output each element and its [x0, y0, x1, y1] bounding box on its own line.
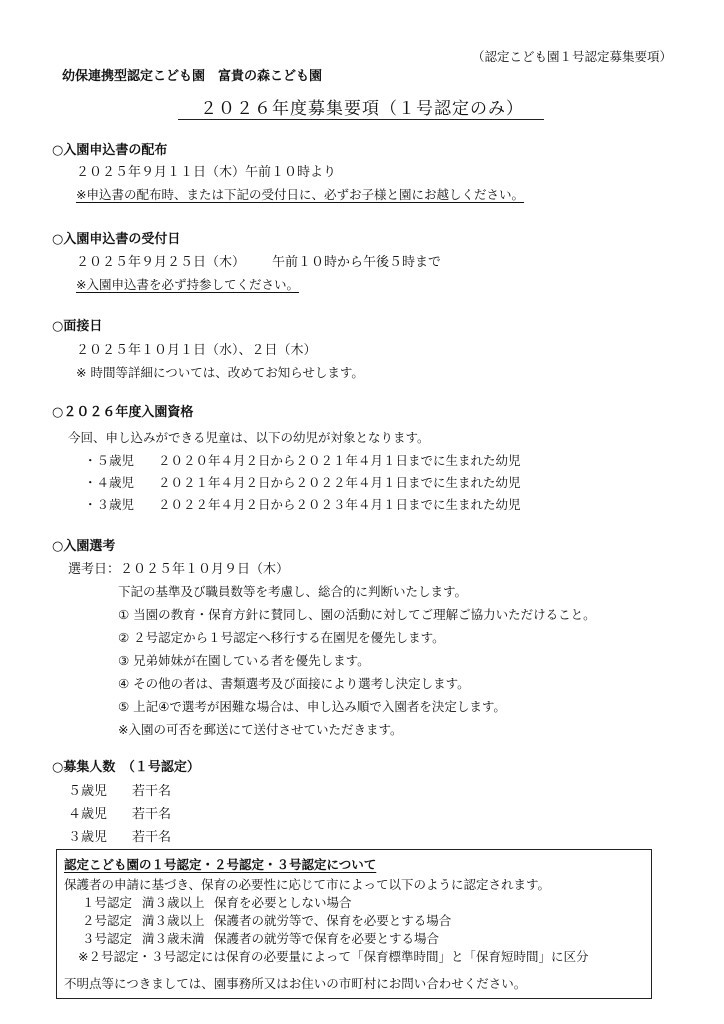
- selection-criterion-1: ① 当園の教育・保育方針に賛同し、園の活動に対してご理解ご協力いただけること。: [118, 607, 596, 622]
- capacity-count-3: 若干名: [132, 830, 172, 845]
- selection-criterion-2: ② ２号認定から１号認定へ移行する在園児を優先します。: [118, 630, 445, 645]
- distribution-date: ２０２５年９月１１日（木）午前１０時より: [76, 165, 337, 180]
- capacity-age-3: ３歳児: [68, 830, 108, 845]
- interview-heading: ○面接日: [52, 319, 103, 334]
- capacity-count-4: 若干名: [132, 807, 172, 822]
- eligibility-intro: 今回、申し込みができる児童は、以下の幼児が対象となります。: [68, 430, 430, 445]
- eligibility-age-5: ・５歳児: [84, 453, 135, 468]
- selection-criterion-5: ⑤ 上記④で選考が困難な場合は、申し込み順で入園者を決定します。: [118, 699, 506, 714]
- eligibility-range-3: ２０２２年４月２日から２０２３年４月１日までに生まれた幼児: [158, 497, 521, 512]
- reception-time: 午前１０時から午後５時まで: [272, 255, 442, 270]
- capacity-age-5: ５歳児: [68, 784, 108, 799]
- distribution-note: ※申込書の配布時、または下記の受付日に、必ずお子様と園にお越しください。: [76, 187, 524, 202]
- eligibility-range-4: ２０２１年４月２日から２０２２年４月１日までに生まれた幼児: [158, 475, 521, 490]
- selection-date: 選考日：２０２５年１０月９日（木）: [68, 562, 290, 577]
- capacity-heading: ○募集人数 （１号認定）: [52, 760, 200, 775]
- selection-criterion-3: ③ 兄弟姉妹が在園している者を優先します。: [118, 653, 370, 668]
- title-underline: [178, 119, 544, 120]
- info-box-contact: 不明点等につきましては、園事務所又はお住いの市町村にお問い合わせください。: [64, 976, 527, 991]
- reception-heading: ○入園申込書の受付日: [52, 232, 181, 247]
- interview-date: ２０２５年１０月１日（水）、２日（木）: [76, 343, 317, 358]
- info-age-3: 満３歳未満: [142, 931, 205, 946]
- selection-criterion-4: ④ その他の者は、書類選考及び面接により選考し決定します。: [118, 676, 470, 691]
- eligibility-age-4: ・４歳児: [84, 475, 135, 490]
- document-reference: （認定こども園１号認定募集要項）: [472, 49, 673, 64]
- reception-date: ２０２５年９月２５日（木）: [76, 255, 246, 270]
- capacity-age-4: ４歳児: [68, 807, 108, 822]
- distribution-heading: ○入園申込書の配布: [52, 143, 168, 158]
- capacity-count-5: 若干名: [132, 784, 172, 799]
- eligibility-range-5: ２０２０年４月２日から２０２１年４月１日までに生まれた幼児: [158, 453, 521, 468]
- info-box-note: ※２号認定・３号認定には保育の必要量によって「保育標準時間」と「保育短時間」に区分: [78, 949, 589, 964]
- info-type-1: １号認定: [82, 895, 133, 910]
- info-desc-3: 保護者の就労等で保育を必要とする場合: [214, 931, 440, 946]
- organization-name: 幼保連携型認定こども園 富貴の森こども園: [62, 69, 323, 84]
- info-desc-2: 保護者の就労等で、保育を必要とする場合: [214, 913, 452, 928]
- eligibility-age-3: ・３歳児: [84, 497, 135, 512]
- interview-note: ※ 時間等詳細については、改めてお知らせします。: [76, 365, 364, 380]
- info-box-heading: 認定こども園の１号認定・２号認定・３号認定について: [64, 857, 377, 872]
- selection-intro: 下記の基準及び職員数等を考慮し、総合的に判断いたします。: [118, 584, 468, 599]
- page-title: ２０２６年度募集要項（１号認定のみ）: [200, 99, 524, 119]
- reception-note: ※入園申込書を必ず持参してください。: [76, 277, 299, 292]
- info-desc-1: 保育を必要としない場合: [214, 895, 352, 910]
- selection-heading: ○入園選考: [52, 539, 116, 554]
- info-box-intro: 保護者の申請に基づき、保育の必要性に応じて市によって以下のように認定されます。: [64, 877, 551, 892]
- selection-note: ※入園の可否を郵送にて送付させていただきます。: [118, 722, 403, 737]
- eligibility-heading: ○２０２６年度入園資格: [52, 405, 194, 420]
- info-age-1: 満３歳以上: [142, 895, 205, 910]
- info-age-2: 満３歳以上: [142, 913, 205, 928]
- info-type-3: ３号認定: [82, 931, 133, 946]
- info-type-2: ２号認定: [82, 913, 133, 928]
